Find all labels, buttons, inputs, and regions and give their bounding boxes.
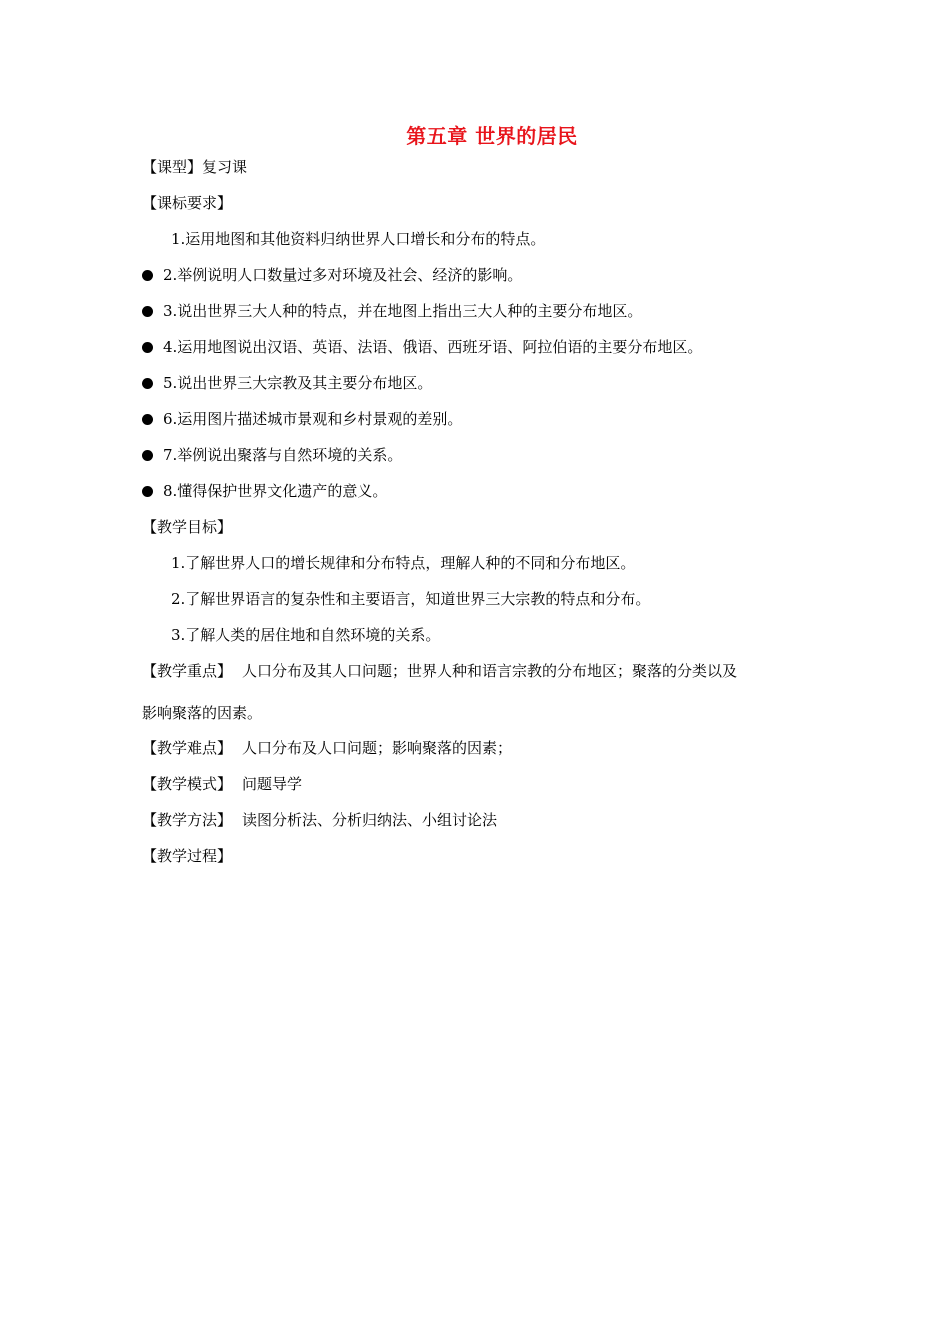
difficulties-label: 【教学难点】 [142,739,233,757]
bullet-icon [142,414,153,425]
mode-label: 【教学模式】 [142,775,233,793]
curriculum-item-3 [142,300,642,322]
methods-line [142,809,497,831]
curriculum-heading: 【课标要求】 [142,194,233,212]
curriculum-item-text: 2.举例说明人口数量过多对环境及社会、经济的影响。 [163,266,523,284]
difficulties-value: 人口分布及人口问题；影响聚落的因素； [242,739,513,757]
goal-item-1: 1.了解世界人口的增长规律和分布特点，理解人种的不同和分布地区。 [171,554,636,572]
curriculum-item-text: 8.懂得保护世界文化遗产的意义。 [163,482,388,500]
bullet-icon [142,450,153,461]
page-title: 第五章 世界的居民 [406,124,578,148]
lesson-type-label: 【课型】 [142,158,203,176]
curriculum-item-4 [142,336,702,358]
bullet-icon [142,270,153,281]
curriculum-item-5 [142,372,432,394]
goal-item-2: 2.了解世界语言的复杂性和主要语言，知道世界三大宗教的特点和分布。 [171,590,651,608]
methods-value: 读图分析法、分析归纳法、小组讨论法 [242,811,498,829]
mode-line [142,773,302,795]
process-heading: 【教学过程】 [142,847,233,865]
mode-value: 问题导学 [242,775,303,793]
curriculum-item-7 [142,444,402,466]
methods-label: 【教学方法】 [142,811,233,829]
key-points-value: 人口分布及其人口问题；世界人种和语言宗教的分布地区；聚落的分类以及 [242,662,738,680]
curriculum-item-8 [142,480,387,502]
lesson-type-line [142,156,247,178]
curriculum-item-6 [142,408,462,430]
curriculum-item-1: 1.运用地图和其他资料归纳世界人口增长和分布的特点。 [171,230,546,248]
key-points-label: 【教学重点】 [142,662,233,680]
bullet-icon [142,342,153,353]
key-points-line [142,660,737,682]
bullet-icon [142,378,153,389]
curriculum-item-2 [142,264,522,286]
curriculum-item-text: 7.举例说出聚落与自然环境的关系。 [163,446,403,464]
bullet-icon [142,306,153,317]
bullet-icon [142,486,153,497]
key-points-continuation: 影响聚落的因素。 [142,704,263,722]
goals-heading: 【教学目标】 [142,518,233,536]
curriculum-item-text: 4.运用地图说出汉语、英语、法语、俄语、西班牙语、阿拉伯语的主要分布地区。 [163,338,703,356]
curriculum-item-text: 6.运用图片描述城市景观和乡村景观的差别。 [163,410,463,428]
lesson-type-value: 复习课 [202,158,248,176]
curriculum-item-text: 3.说出世界三大人种的特点，并在地图上指出三大人种的主要分布地区。 [163,302,643,320]
curriculum-item-text: 5.说出世界三大宗教及其主要分布地区。 [163,374,433,392]
goal-item-3: 3.了解人类的居住地和自然环境的关系。 [171,626,441,644]
difficulties-line [142,737,512,759]
